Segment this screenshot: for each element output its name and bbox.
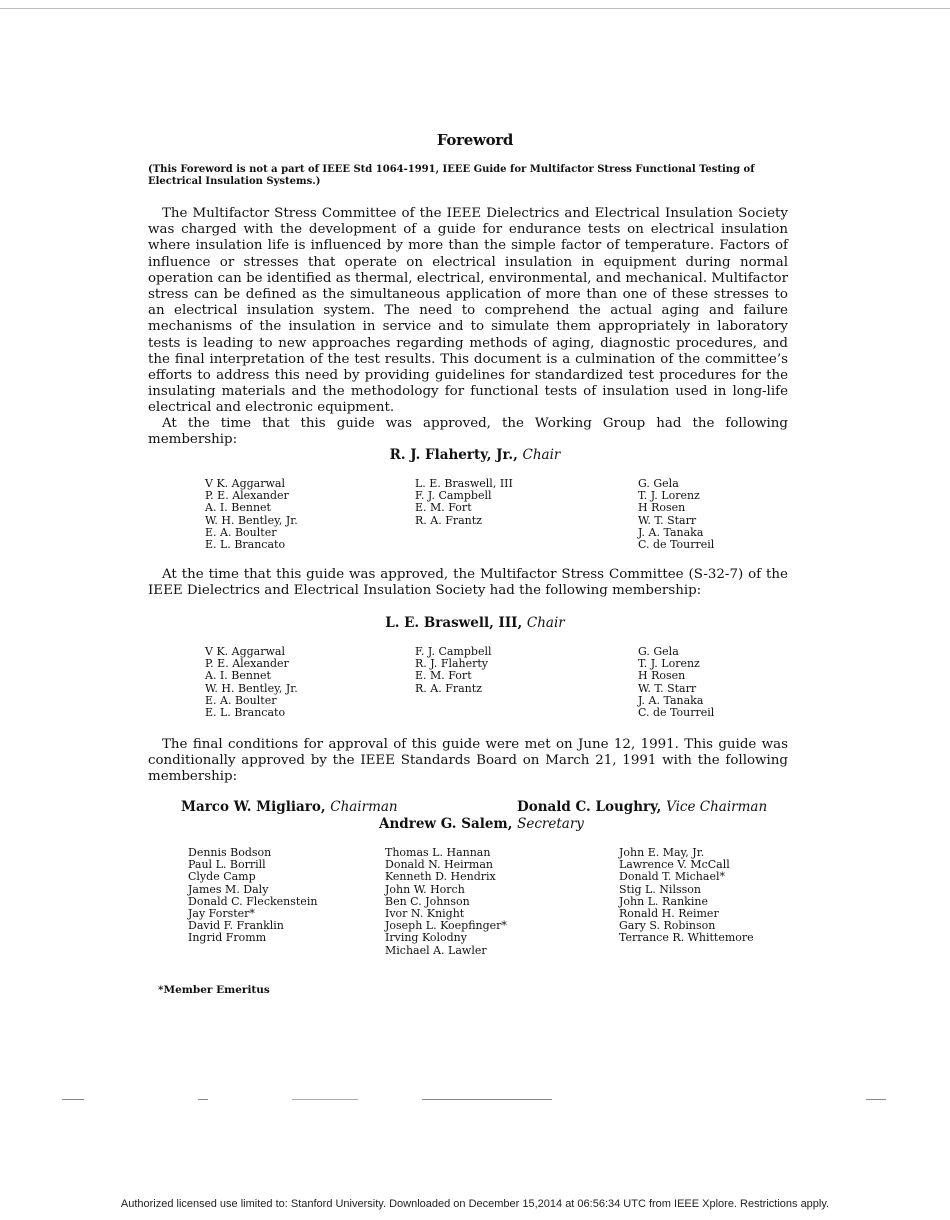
member-name: John W. Horch xyxy=(385,882,465,896)
member-name: Ivor N. Knight xyxy=(385,906,465,920)
member-name: Donald C. Fleckenstein xyxy=(188,894,318,908)
working-group-column-3 xyxy=(638,478,714,551)
member-name: E. L. Brancato xyxy=(205,705,286,719)
member-name: R. A. Frantz xyxy=(415,681,482,695)
member-name: Gary S. Robinson xyxy=(619,919,716,933)
paragraph-board: The final conditions for approval of this guide were met on June 12, 1991. This guide was conditionally approved by the IEEE Standards Board on March 21, 1991 with the following membership: xyxy=(148,737,788,785)
member-name: E. M. Fort xyxy=(415,669,472,683)
member-name: W. T. Starr xyxy=(638,513,697,527)
member-name: L. E. Braswell, III xyxy=(415,477,513,490)
member-name: Paul L. Borrill xyxy=(188,858,266,872)
foreword-note: (This Foreword is not a part of IEEE Std 1064-1991, IEEE Guide for Multifactor Stress Functional Testing of Electrical Insulation Systems.) xyxy=(148,164,755,187)
member-name: John E. May, Jr. xyxy=(619,846,705,859)
board-secretary-title: Secretary xyxy=(517,816,584,832)
scan-mark xyxy=(198,1099,208,1100)
scan-mark xyxy=(292,1099,358,1100)
member-name: P. E. Alexander xyxy=(205,489,289,503)
board-chairman-title: Chairman xyxy=(330,799,398,815)
member-name: James M. Daly xyxy=(188,882,269,896)
committee-column-1 xyxy=(205,646,298,719)
working-group-chair-name: R. J. Flaherty, Jr., xyxy=(389,447,518,463)
member-name: T. J. Lorenz xyxy=(638,489,700,503)
member-name: Joseph L. Koepfinger* xyxy=(385,919,507,933)
member-name: G. Gela xyxy=(638,645,679,658)
member-name: W. H. Bentley, Jr. xyxy=(205,681,298,695)
member-name: Donald N. Heirman xyxy=(385,858,494,872)
member-name: John L. Rankine xyxy=(619,894,708,908)
member-name: Terrance R. Whittemore xyxy=(619,931,754,945)
board-chairman xyxy=(181,799,398,815)
member-name: Thomas L. Hannan xyxy=(385,846,491,859)
member-name: J. A. Tanaka xyxy=(638,693,704,707)
member-name: V K. Aggarwal xyxy=(205,645,285,658)
member-name: E. A. Boulter xyxy=(205,693,277,707)
member-name: E. A. Boulter xyxy=(205,525,277,539)
member-name: Michael A. Lawler xyxy=(385,943,487,957)
member-name: H Rosen xyxy=(638,669,686,683)
member-name: C. de Tourreil xyxy=(638,537,715,551)
board-vice-chairman xyxy=(517,799,767,815)
board-secretary xyxy=(379,816,584,832)
member-name: Ronald H. Reimer xyxy=(619,906,719,920)
page-title: Foreword xyxy=(436,131,514,149)
member-name: Kenneth D. Hendrix xyxy=(385,870,496,884)
scan-mark xyxy=(62,1099,84,1100)
committee-chair xyxy=(0,615,950,631)
board-chairman-name: Marco W. Migliaro, xyxy=(181,799,326,815)
paragraph-working-group: At the time that this guide was approved, the Working Group had the following membership: xyxy=(148,416,788,448)
member-name: Dennis Bodson xyxy=(188,846,272,859)
member-name: T. J. Lorenz xyxy=(638,657,700,671)
footnote: *Member Emeritus xyxy=(158,984,270,996)
board-column-3 xyxy=(619,847,754,945)
member-name: H Rosen xyxy=(638,501,686,515)
member-name: Stig L. Nilsson xyxy=(619,882,701,896)
member-name: F. J. Campbell xyxy=(415,489,492,503)
scan-mark xyxy=(866,1099,886,1100)
board-column-2 xyxy=(385,847,507,957)
member-name: Donald T. Michael* xyxy=(619,870,725,884)
access-footer: Authorized licensed use limited to: Stanford University. Downloaded on December 15,2014 at 06:56:34 UTC from IEEE Xplore. Restrictions apply. xyxy=(120,1198,830,1210)
member-name: David F. Franklin xyxy=(188,919,284,933)
member-name: Irving Kolodny xyxy=(385,931,467,945)
member-name: E. L. Brancato xyxy=(205,537,286,551)
member-name: V K. Aggarwal xyxy=(205,477,285,490)
board-column-1 xyxy=(188,847,317,945)
committee-column-3 xyxy=(638,646,714,719)
working-group-column-1 xyxy=(205,478,298,551)
member-name: P. E. Alexander xyxy=(205,657,289,671)
member-name: Lawrence V. McCall xyxy=(619,858,730,872)
top-rule xyxy=(0,8,950,9)
committee-chair-name: L. E. Braswell, III, xyxy=(385,615,523,631)
member-name: W. T. Starr xyxy=(638,681,697,695)
committee-column-2 xyxy=(415,646,492,695)
member-name: F. J. Campbell xyxy=(415,645,492,658)
member-name: Ingrid Fromm xyxy=(188,931,267,945)
member-name: C. de Tourreil xyxy=(638,705,715,719)
board-secretary-name: Andrew G. Salem, xyxy=(379,816,513,832)
working-group-chair-title: Chair xyxy=(522,447,561,463)
working-group-chair xyxy=(0,447,950,463)
member-name: G. Gela xyxy=(638,477,679,490)
working-group-column-2 xyxy=(415,478,513,527)
member-name: J. A. Tanaka xyxy=(638,525,704,539)
member-name: Ben C. Johnson xyxy=(385,894,470,908)
member-name: R. A. Frantz xyxy=(415,513,482,527)
member-name: R. J. Flaherty xyxy=(415,657,489,671)
member-name: A. I. Bennet xyxy=(205,669,271,683)
paragraph-committee: At the time that this guide was approved, the Multifactor Stress Committee (S-32-7) of the IEEE Dielectrics and Electrical Insulation Society had the following membership: xyxy=(148,567,788,599)
member-name: A. I. Bennet xyxy=(205,501,271,515)
board-vice-name: Donald C. Loughry, xyxy=(517,799,662,815)
member-name: E. M. Fort xyxy=(415,501,472,515)
scan-mark xyxy=(422,1099,552,1100)
committee-chair-title: Chair xyxy=(526,615,565,631)
member-name: Jay Forster* xyxy=(188,906,255,920)
board-vice-title: Vice Chairman xyxy=(666,799,768,815)
paragraph-intro: The Multifactor Stress Committee of the IEEE Dielectrics and Electrical Insulation Society was charged with the development of a guide for endurance tests on electrical insulation where insulation life is influenced by more than the simple factor of temperature. Factors of influence or stresses that operate on electrical insulation in equipment during normal operation can be identified as thermal, electrical, environmental, and mechanical. Multifactor stress can be defined as the simultaneous application of more than one of these stresses to an electrical insulation system. The need to comprehend the actual aging and failure mechanisms of the insulation in service and to simulate them appropriately in laboratory tests is leading to new approaches regarding methods of aging, diagnostic procedures, and the final interpretation of the test results. This document is a culmination of the committee’s efforts to address this need by providing guidelines for standardized test procedures for the insulating materials and the methodology for functional tests of insulation used in long-life electrical and electronic equipment. xyxy=(148,206,788,416)
member-name: W. H. Bentley, Jr. xyxy=(205,513,298,527)
member-name: Clyde Camp xyxy=(188,870,256,884)
